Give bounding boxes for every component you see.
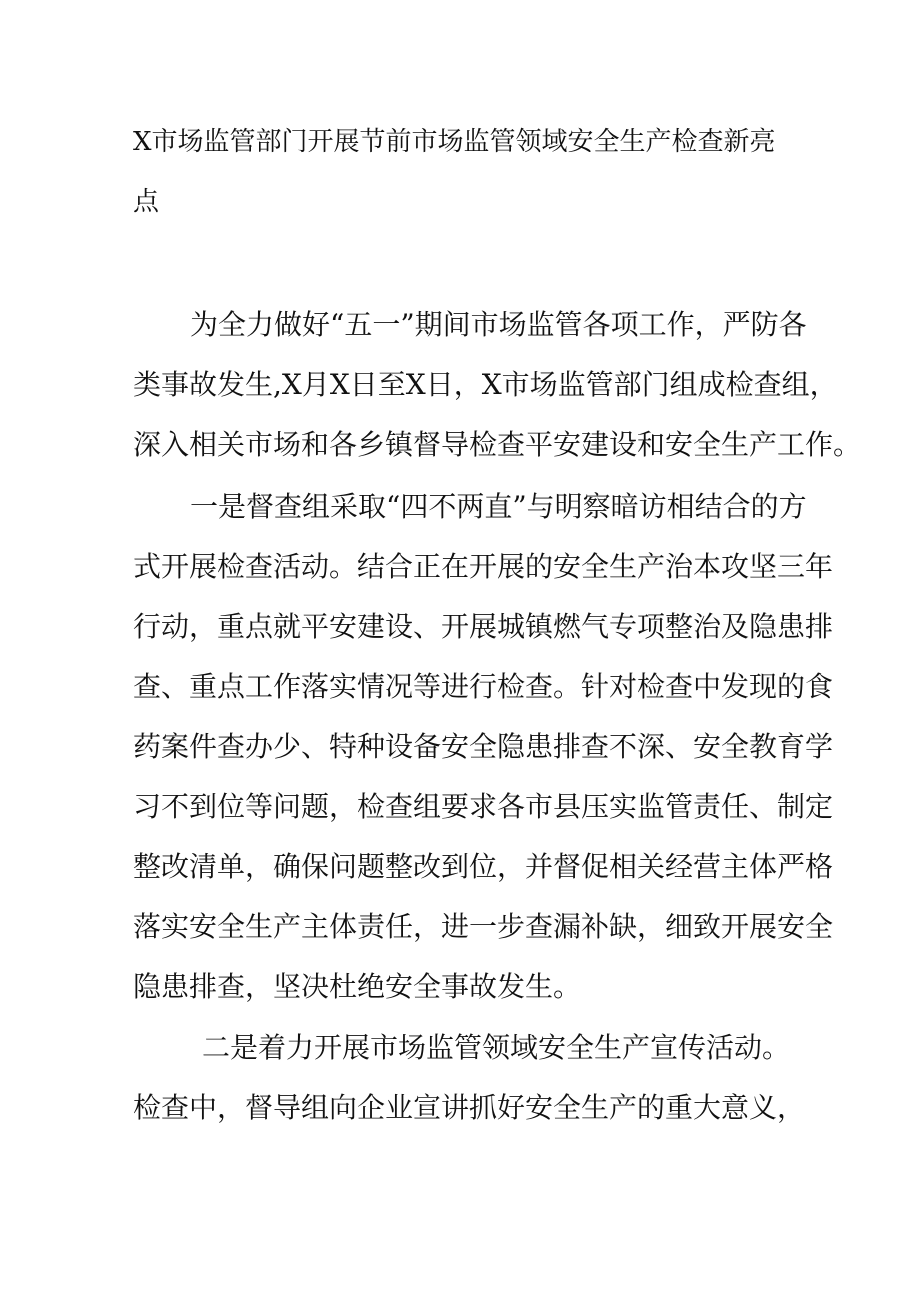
paragraph-3-line-2: 检查中，督导组向企业宣讲抓好安全生产的重大意义， <box>133 1091 806 1124</box>
paragraph-2-line-7: 整改清单，确保问题整改到位，并督促相关经营主体严格 <box>133 850 834 883</box>
paragraph-2-line-2: 式开展检查活动。结合正在开展的安全生产治本攻坚三年 <box>133 550 834 583</box>
paragraph-2-line-6: 习不到位等问题，检查组要求各市县压实监管责任、制定 <box>133 790 834 823</box>
paragraph-1-line-1: 为全力做好“五一”期间市场监管各项工作，严防各 <box>190 308 807 341</box>
paragraph-2-line-1: 一是督查组采取“四不两直”与明察暗访相结合的方 <box>190 490 807 523</box>
document-title-line-1: X市场监管部门开展节前市场监管领域安全生产检查新亮 <box>133 127 776 157</box>
paragraph-2-line-4: 查、重点工作落实情况等进行检查。针对检查中发现的食 <box>133 670 834 703</box>
paragraph-3-line-1: 二是着力开展市场监管领域安全生产宣传活动。 <box>202 1031 791 1064</box>
document-title-line-2: 点 <box>133 187 160 217</box>
paragraph-2-line-8: 落实安全生产主体责任，进一步查漏补缺，细致开展安全 <box>133 910 834 943</box>
paragraph-2-line-3: 行动，重点就平安建设、开展城镇燃气专项整治及隐患排 <box>133 610 834 643</box>
paragraph-2-line-9: 隐患排查，坚决杜绝安全事故发生。 <box>133 970 582 1003</box>
paragraph-1-line-3: 深入相关市场和各乡镇督导检查平安建设和安全生产工作。 <box>133 428 862 461</box>
paragraph-1-line-2: 类事故发生,X月X日至X日，X市场监管部门组成检查组， <box>133 368 838 401</box>
paragraph-2-line-5: 药案件查办少、特种设备安全隐患排查不深、安全教育学 <box>133 730 834 763</box>
